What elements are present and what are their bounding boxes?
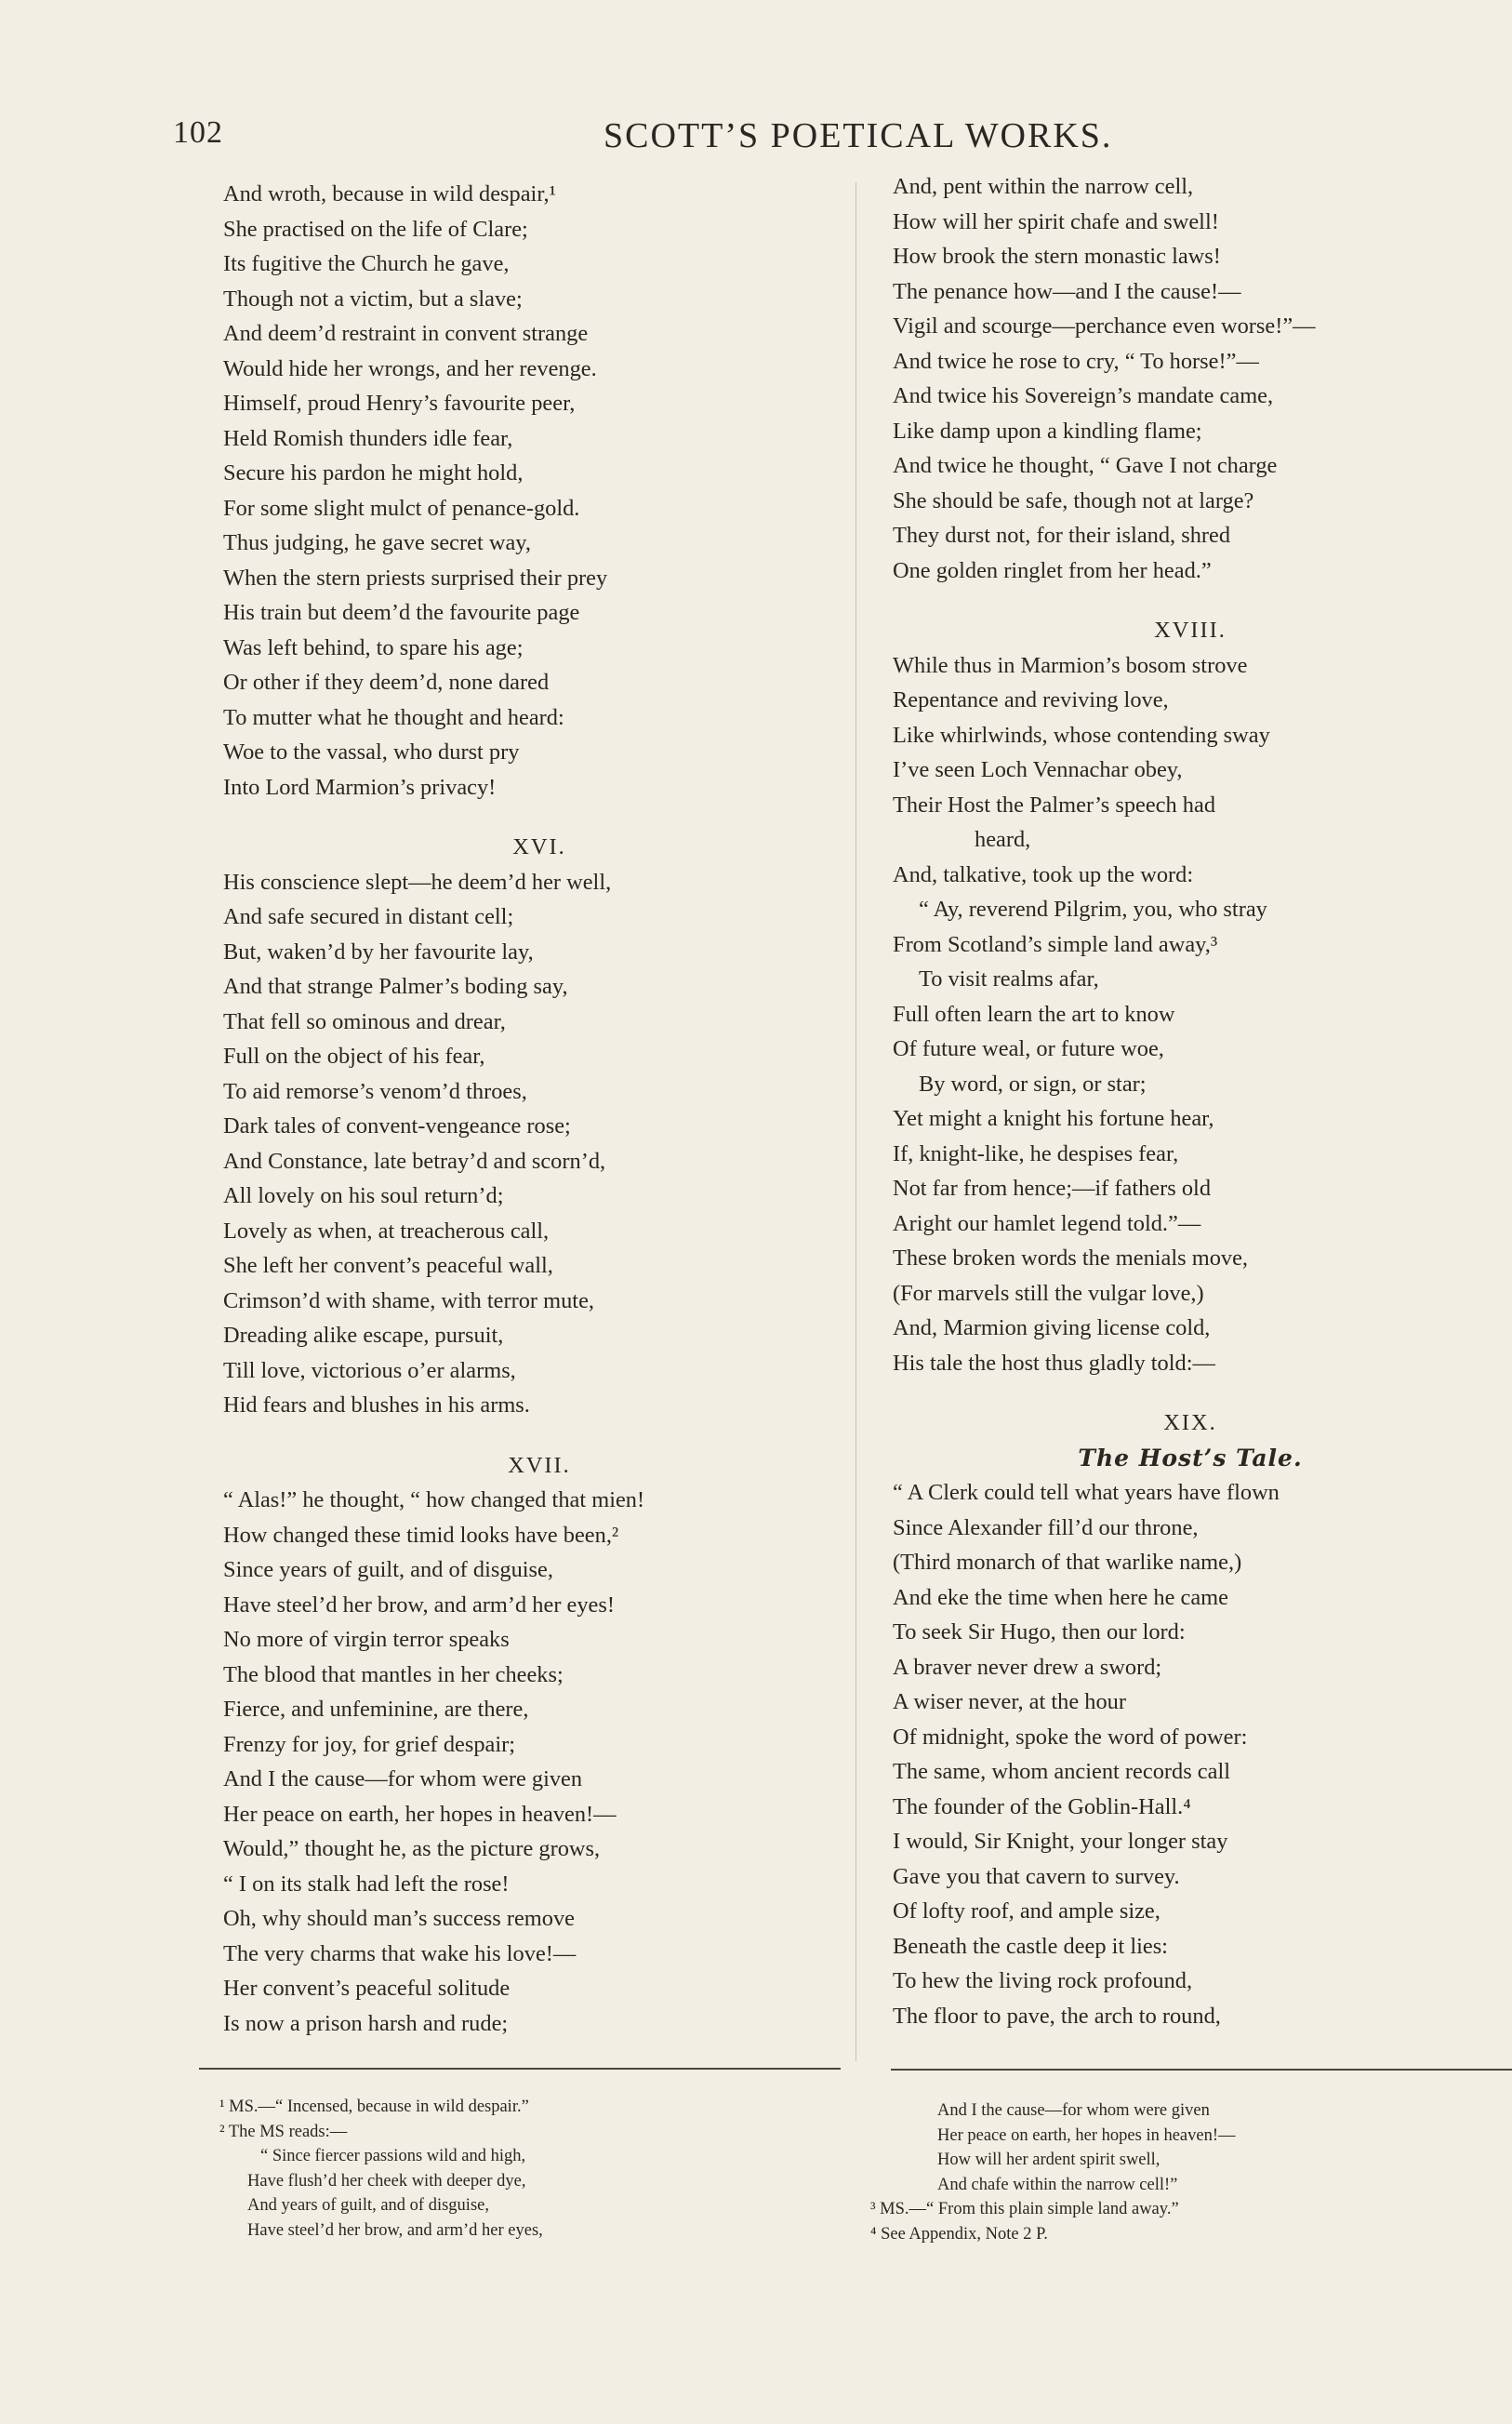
verse-line: Of midnight, spoke the word of power: [893, 1724, 1248, 1750]
verse-line: If, knight-like, he despises fear, [893, 1140, 1179, 1166]
running-head: SCOTT’S POETICAL WORKS. [603, 116, 1113, 155]
verse-line: Into Lord Marmion’s privacy! [223, 774, 497, 800]
verse-line: Dreading alike escape, pursuit, [223, 1323, 504, 1348]
footnote-4: ⁴ See Appendix, Note 2 P. [870, 2224, 1048, 2244]
footnote-quote-line: And years of guilt, and of disguise, [247, 2196, 489, 2216]
verse-line: Have steel’d her brow, and arm’d her eyes! [223, 1592, 615, 1618]
verse-line: Of future weal, or future woe, [893, 1036, 1164, 1061]
column-divider [855, 182, 856, 2061]
footnotes-right [870, 2098, 1484, 2247]
verse-line: Held Romish thunders idle fear, [223, 425, 513, 451]
stanza-heading: XVI. [512, 834, 566, 859]
verse-line: And twice he rose to cry, “ To horse!”— [893, 348, 1259, 374]
verse-line: Her peace on earth, her hopes in heaven!— [223, 1801, 617, 1827]
verse-line: And twice he thought, “ Gave I not charge [893, 453, 1278, 478]
verse-line: Like damp upon a kindling flame; [893, 418, 1202, 444]
verse-line: Though not a victim, but a slave; [223, 286, 523, 312]
verse-line: I would, Sir Knight, your longer stay [893, 1829, 1228, 1854]
page-number: 102 [173, 115, 223, 150]
verse-line: Since Alexander fill’d our throne, [893, 1514, 1199, 1540]
verse-line: The very charms that wake his love!— [223, 1940, 577, 1966]
footnote-quote-line: Have steel’d her brow, and arm’d her eyes, [247, 2220, 543, 2240]
footnote-1: ¹ MS.—“ Incensed, because in wild despair.” [219, 2098, 529, 2116]
verse-line: While thus in Marmion’s bosom strove [893, 652, 1248, 678]
verse-line: Till love, victorious o’er alarms, [223, 1357, 516, 1383]
footnote-quote-line: Have flush’d her cheek with deeper dye, [247, 2171, 526, 2191]
verse-line: From Scotland’s simple land away,³ [893, 931, 1218, 957]
verse-line: She left her convent’s peaceful wall, [223, 1253, 553, 1278]
verse-line: Frenzy for joy, for grief despair; [223, 1731, 516, 1757]
verse-line: Woe to the vassal, who durst pry [223, 739, 520, 765]
verse-line: How changed these timid looks have been,² [223, 1522, 619, 1548]
stanza-heading: XIX. [1163, 1410, 1217, 1435]
stanza-xvii-continued [893, 169, 1488, 588]
footnote-quote-line: Her peace on earth, her hopes in heaven!— [937, 2125, 1236, 2145]
stanza-xix [893, 1475, 1488, 2033]
footnote-3: ³ MS.—“ From this plain simple land away.” [870, 2200, 1179, 2219]
footnote-quote-line: How will her ardent spirit swell, [937, 2151, 1161, 2170]
verse-line: Himself, proud Henry’s favourite peer, [223, 391, 576, 416]
stanza-heading: XVIII. [1154, 618, 1227, 643]
verse-line: No more of virgin terror speaks [223, 1627, 510, 1652]
right-column [893, 169, 1488, 2033]
verse-line: Its fugitive the Church he gave, [223, 251, 510, 276]
verse-line: Crimson’d with shame, with terror mute, [223, 1287, 594, 1313]
verse-line: Their Host the Palmer’s speech had [893, 792, 1216, 818]
stanza-xviii [893, 648, 1488, 1381]
verse-line: She practised on the life of Clare; [223, 216, 528, 242]
verse-line: Was left behind, to spare his age; [223, 634, 524, 660]
verse-line: Aright our hamlet legend told.”— [893, 1210, 1201, 1236]
verse-line: Beneath the castle deep it lies: [893, 1933, 1168, 1959]
verse-line: Since years of guilt, and of disguise, [223, 1557, 553, 1582]
verse-line: How will her spirit chafe and swell! [893, 208, 1219, 234]
verse-line: (Third monarch of that warlike name,) [893, 1550, 1242, 1575]
verse-line: “ Alas!” he thought, “ how changed that mien! [223, 1487, 645, 1512]
verse-line: Thus judging, he gave secret way, [223, 530, 531, 555]
verse-line: The penance how—and I the cause!— [893, 278, 1241, 304]
verse-line: And eke the time when here he came [893, 1584, 1228, 1610]
verse-line: Or other if they deem’d, none dared [223, 670, 550, 695]
verse-line: A braver never drew a sword; [893, 1654, 1162, 1680]
verse-line: Lovely as when, at treacherous call, [223, 1218, 550, 1244]
verse-line: How brook the stern monastic laws! [893, 244, 1221, 269]
verse-line: When the stern priests surprised their prey [223, 565, 608, 591]
footnote-2-intro: ² The MS reads:— [219, 2122, 348, 2141]
verse-line: Full on the object of his fear, [223, 1044, 485, 1069]
verse-line: And, pent within the narrow cell, [893, 174, 1194, 199]
tale-title: The Host’s Tale. [1078, 1444, 1303, 1472]
verse-line: And that strange Palmer’s boding say, [223, 974, 568, 999]
footnote-rule [199, 2068, 841, 2070]
verse-line: His tale the host thus gladly told:— [893, 1350, 1215, 1376]
verse-line: The founder of the Goblin-Hall.⁴ [893, 1793, 1191, 1819]
footnote-quote-line: “ Since fiercer passions wild and high, [260, 2147, 526, 2166]
verse-line: Fierce, and unfeminine, are there, [223, 1697, 529, 1722]
verse-line: Yet might a knight his fortune hear, [893, 1106, 1214, 1131]
verse-line: His train but deem’d the favourite page [223, 600, 580, 625]
verse-line: Like whirlwinds, whose contending sway [893, 722, 1270, 748]
verse-line: That fell so ominous and drear, [223, 1008, 506, 1034]
verse-line: And wroth, because in wild despair,¹ [223, 181, 556, 206]
verse-line: Gave you that cavern to survey. [893, 1863, 1180, 1889]
verse-line: Vigil and scourge—perchance even worse!”— [893, 313, 1316, 339]
verse-line: Dark tales of convent-vengeance rose; [223, 1113, 571, 1139]
verse-line: Would hide her wrongs, and her revenge. [223, 355, 597, 381]
verse-line: To seek Sir Hugo, then our lord: [893, 1619, 1186, 1645]
verse-line: By word, or sign, or star; [919, 1071, 1147, 1097]
stanza-heading: XVII. [508, 1452, 571, 1478]
verse-line: Not far from hence;—if fathers old [893, 1176, 1212, 1201]
verse-line: (For marvels still the vulgar love,) [893, 1280, 1204, 1306]
verse-line: Oh, why should man’s success remove [223, 1906, 575, 1931]
verse-line: Of lofty roof, and ample size, [893, 1898, 1161, 1924]
stanza-xvi [223, 865, 855, 1423]
verse-line: “ Ay, reverend Pilgrim, you, who stray [919, 897, 1267, 922]
stanza-gap [223, 805, 855, 830]
stanza-gap [893, 1380, 1488, 1405]
verse-line: “ A Clerk could tell what years have flown [893, 1480, 1280, 1505]
stanza-xv-tail [223, 177, 855, 805]
verse-line: And, talkative, took up the word: [893, 861, 1194, 887]
verse-line: Is now a prison harsh and rude; [223, 2010, 509, 2036]
verse-line: Repentance and reviving love, [893, 687, 1169, 713]
verse-line: Secure his pardon he might hold, [223, 460, 524, 486]
footnote-rule [891, 2069, 1512, 2071]
verse-line: I’ve seen Loch Vennachar obey, [893, 757, 1183, 782]
verse-line: And, Marmion giving license cold, [893, 1315, 1211, 1340]
verse-line-wrap: heard, [975, 827, 1031, 852]
footnote-quote-line: And chafe within the narrow cell!” [937, 2175, 1178, 2194]
page-header [173, 115, 1400, 162]
verse-line: The floor to pave, the arch to round, [893, 2003, 1221, 2029]
stanza-gap [893, 588, 1488, 613]
verse-line: “ I on its stalk had left the rose! [223, 1871, 510, 1897]
verse-line: And Constance, late betray’d and scorn’d, [223, 1148, 606, 1174]
verse-line: She should be safe, though not at large? [893, 487, 1254, 513]
verse-line: A wiser never, at the hour [893, 1689, 1126, 1714]
verse-line: These broken words the menials move, [893, 1245, 1249, 1271]
stanza-gap [223, 1423, 855, 1448]
verse-line: Full often learn the art to know [893, 1001, 1175, 1027]
verse-line: And deem’d restraint in convent strange [223, 321, 589, 346]
verse-line: For some slight mulct of penance-gold. [223, 495, 580, 521]
verse-line: And safe secured in distant cell; [223, 904, 514, 929]
footnote-quote-line: And I the cause—for whom were given [937, 2101, 1210, 2120]
verse-line: And I the cause—for whom were given [223, 1766, 583, 1791]
verse-line: Hid fears and blushes in his arms. [223, 1392, 530, 1418]
verse-line: They durst not, for their island, shred [893, 523, 1231, 548]
verse-line: And twice his Sovereign’s mandate came, [893, 383, 1274, 408]
stanza-xvii [223, 1483, 855, 2041]
verse-line: The blood that mantles in her cheeks; [223, 1661, 564, 1687]
verse-line: To aid remorse’s venom’d throes, [223, 1078, 527, 1104]
verse-line: One golden ringlet from her head.” [893, 557, 1212, 583]
verse-line: His conscience slept—he deem’d her well, [223, 869, 612, 895]
verse-line: To mutter what he thought and heard: [223, 704, 564, 730]
verse-line: All lovely on his soul return’d; [223, 1183, 504, 1208]
verse-line: But, waken’d by her favourite lay, [223, 939, 534, 965]
footnotes-left [219, 2095, 842, 2244]
verse-line: Her convent’s peaceful solitude [223, 1976, 511, 2001]
verse-line: The same, whom ancient records call [893, 1759, 1231, 1784]
verse-line: Would,” thought he, as the picture grows, [223, 1836, 601, 1861]
left-column [223, 177, 855, 2041]
verse-line: To visit realms afar, [919, 966, 1099, 992]
verse-line: To hew the living rock profound, [893, 1968, 1193, 1993]
